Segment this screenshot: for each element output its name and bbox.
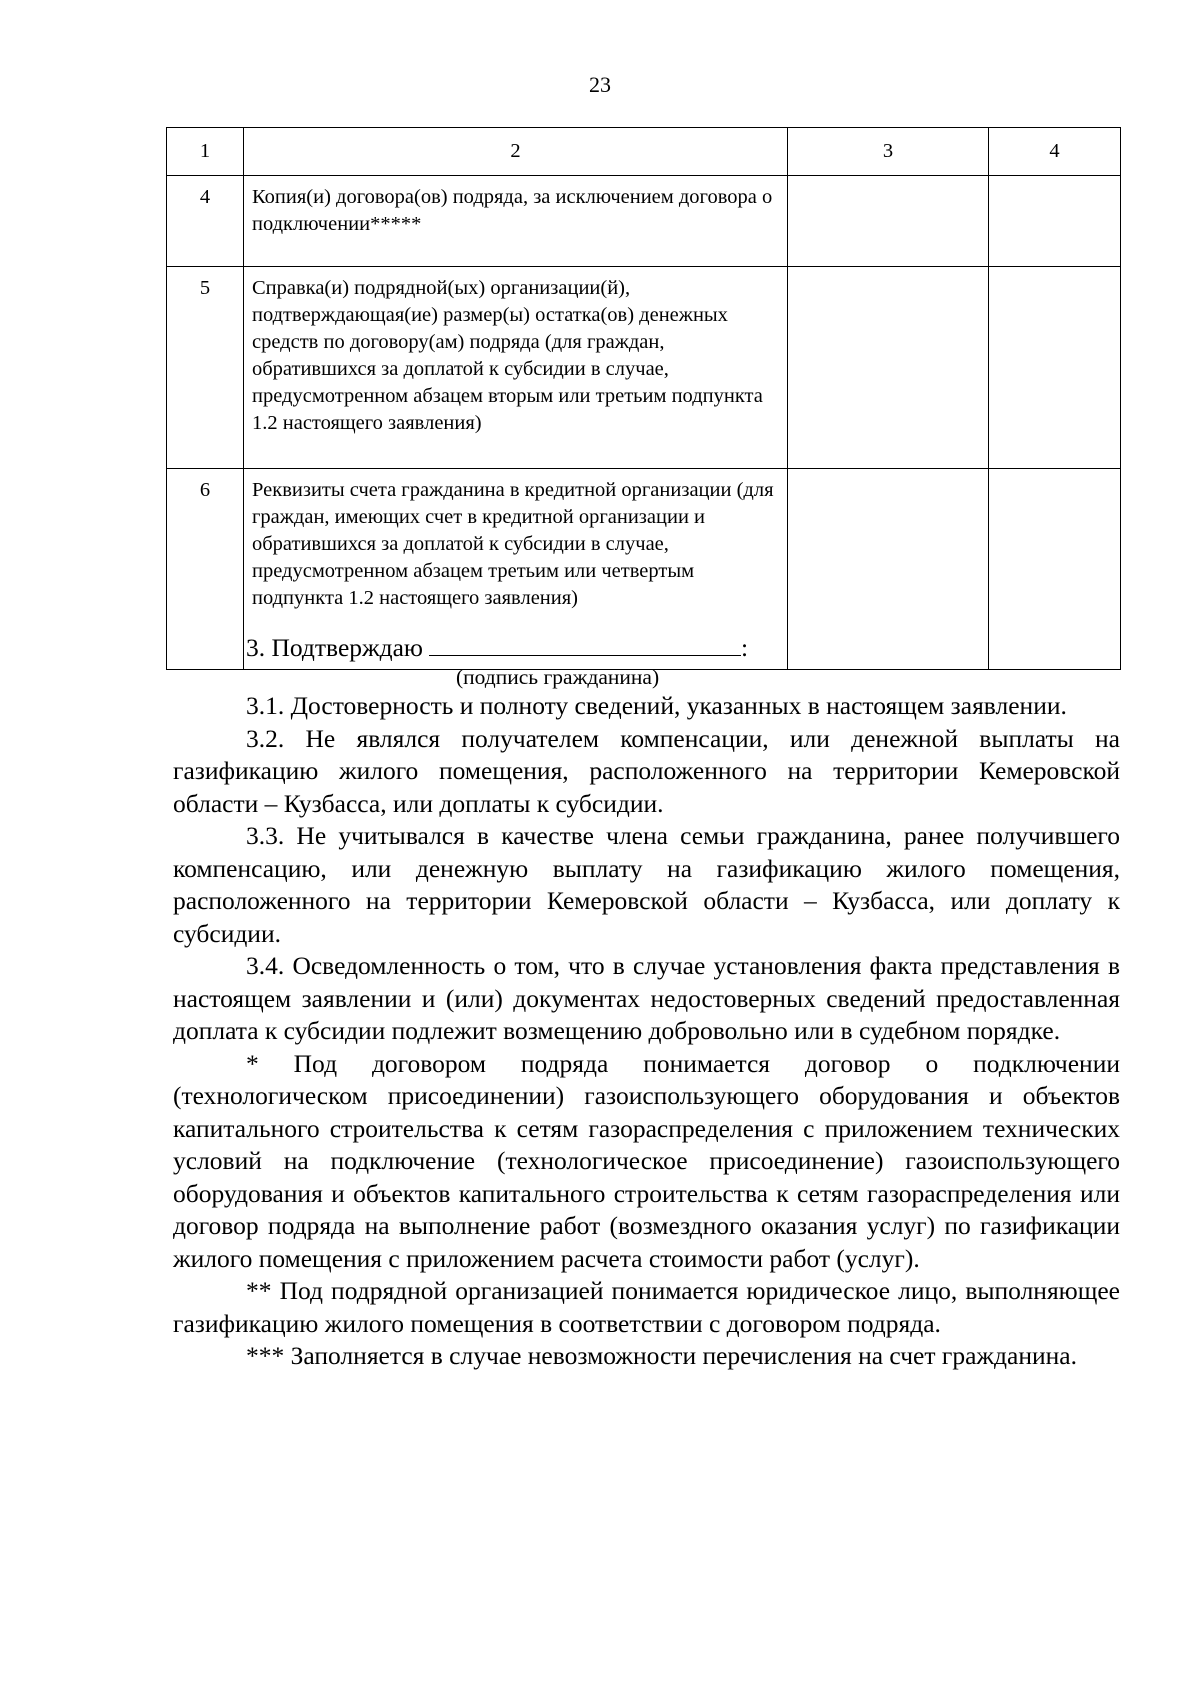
footnote-2: ** Под подрядной организацией понимается юридическое лицо, выполняющее газификацию жилого помещения в соответствии с договором подряда. <box>173 1276 1120 1338</box>
table-row <box>167 267 1121 469</box>
row-number: 5 <box>167 267 244 469</box>
paragraph-3-3: 3.3. Не учитывался в качестве члена семьи гражданина, ранее получившего компенсацию, или денежную выплату на газификацию жилого помещения, расположенного на территории Кемеровской области – Кузбасса, или доплату к субсидии. <box>173 821 1120 948</box>
table-header-cell: 2 <box>244 128 788 176</box>
footnote-1: * Под договором подряда понимается договор о подключении (технологическом присоединении) газоиспользующего оборудования и объектов капитального строительства к сетям газораспределения с приложением технических условий на подключение (технологическое присоединение) газоиспользующего оборудования и объектов капитального строительства к сетям газораспределения или договор подряда на выполнение работ (возмездного оказания услуг) по газификации жилого помещения с приложением расчета стоимости работ (услуг). <box>173 1048 1120 1273</box>
confirm-colon: : <box>740 633 749 662</box>
body-text <box>173 632 1120 1373</box>
signature-caption: (подпись гражданина) <box>456 665 660 689</box>
row-cell-col4 <box>989 176 1121 267</box>
confirm-lead: 3. Подтверждаю <box>246 633 423 662</box>
row-cell-col3 <box>788 176 989 267</box>
table-row <box>167 176 1121 267</box>
page-number: 23 <box>589 72 611 97</box>
row-document-name: Справка(и) подрядной(ых) организации(й), подтверждающая(ие) размер(ы) остатка(ов) денежных средств по договору(ам) подряда (для граждан, обратившихся за доплатой к субсидии в случае, предусмотренном абзацем вторым или третьим подпункта 1.2 настоящего заявления) <box>244 267 788 469</box>
row-cell-col4 <box>989 267 1121 469</box>
table-header-row <box>167 128 1121 176</box>
paragraph-3-4: 3.4. Осведомленность о том, что в случае установления факта представления в настоящем заявлении и (или) документах недостоверных сведений предоставленная доплата к субсидии подлежит возмещению добровольно или в судебном порядке. <box>173 951 1120 1045</box>
row-number: 4 <box>167 176 244 267</box>
table-header-cell: 4 <box>989 128 1121 176</box>
confirm-line <box>173 632 1120 664</box>
table-header-cell: 3 <box>788 128 989 176</box>
paragraph-3-2: 3.2. Не являлся получателем компенсации, или денежной выплаты на газификацию жилого помещения, расположенного на территории Кемеровской области – Кузбасса, или доплаты к субсидии. <box>173 723 1120 818</box>
footnote-3: *** Заполняется в случае невозможности перечисления на счет гражданина. <box>246 1341 1077 1370</box>
row-document-name: Реквизиты счета гражданина в кредитной организации (для граждан, имеющих счет в кредитной организации и обратившихся за доплатой к субсидии в случае, предусмотренном абзацем третьим или четвертым подпункта 1.2 настоящего заявления) <box>244 469 788 670</box>
paragraph-3-1: 3.1. Достоверность и полноту сведений, указанных в настоящем заявлении. <box>246 691 1067 720</box>
signature-field[interactable] <box>429 633 741 656</box>
table-header-cell: 1 <box>167 128 244 176</box>
row-number: 6 <box>167 469 244 670</box>
documents-table <box>166 127 1121 670</box>
row-document-name: Копия(и) договора(ов) подряда, за исключением договора о подключении***** <box>244 176 788 267</box>
row-cell-col3 <box>788 267 989 469</box>
